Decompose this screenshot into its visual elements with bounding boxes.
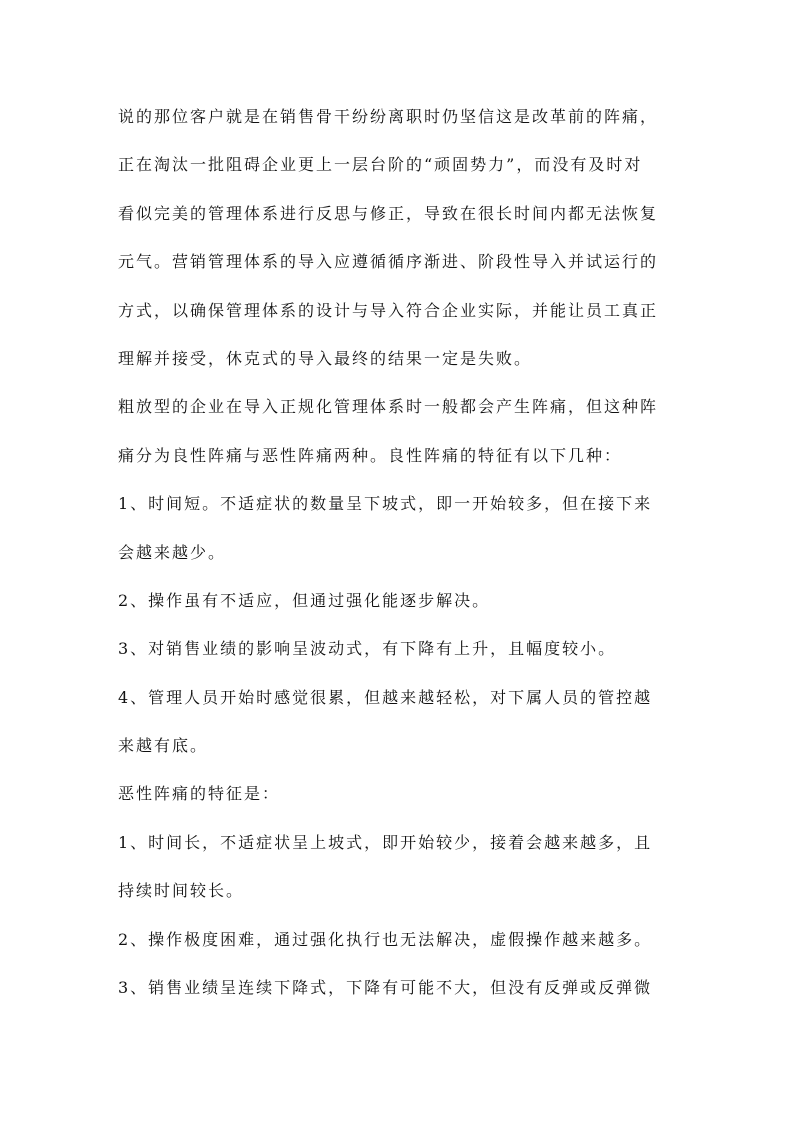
text-line-13: 4、管理人员开始时感觉很累，但越来越轻松，对下属人员的管控越 <box>118 687 653 707</box>
text-line-9: 1、时间短。不适症状的数量呈下坡式，即一开始较多，但在接下来 <box>118 494 653 514</box>
text-line-16: 1、时间长，不适症状呈上坡式，即开始较少，接着会越来越多，且 <box>118 832 653 852</box>
text-line-3: 看似完美的管理体系进行反思与修正，导致在很长时间内都无法恢复 <box>118 203 659 223</box>
text-line-4: 元气。营销管理体系的导入应遵循循序渐进、阶段性导入并试运行的 <box>118 252 659 272</box>
text-line-5: 方式，以确保管理体系的设计与导入符合企业实际，并能让员工真正 <box>118 300 659 320</box>
text-line-10: 会越来越少。 <box>118 542 227 562</box>
text-line-6: 理解并接受，休克式的导入最终的结果一定是失败。 <box>118 348 533 368</box>
text-line-11: 2、操作虽有不适应，但通过强化能逐步解决。 <box>118 590 491 610</box>
text-line-15: 恶性阵痛的特征是： <box>118 784 281 804</box>
text-line-2: 正在淘汰一批阻碍企业更上一层台阶的“顽固势力”，而没有及时对 <box>118 155 643 175</box>
text-line-17: 持续时间较长。 <box>118 881 245 901</box>
text-line-8: 痛分为良性阵痛与恶性阵痛两种。良性阵痛的特征有以下几种： <box>118 445 623 465</box>
text-line-18: 2、操作极度困难，通过强化执行也无法解决，虚假操作越来越多。 <box>118 929 653 949</box>
text-line-12: 3、对销售业绩的影响呈波动式，有下降有上升，且幅度较小。 <box>118 639 617 659</box>
document-body <box>118 101 678 1020</box>
text-line-14: 来越有底。 <box>118 736 209 756</box>
text-line-7: 粗放型的企业在导入正规化管理体系时一般都会产生阵痛，但这种阵 <box>118 397 659 417</box>
text-line-1: 说的那位客户就是在销售骨干纷纷离职时仍坚信这是改革前的阵痛， <box>118 107 659 126</box>
text-line-19: 3、销售业绩呈连续下降式，下降有可能不大，但没有反弹或反弹微 <box>118 978 653 998</box>
